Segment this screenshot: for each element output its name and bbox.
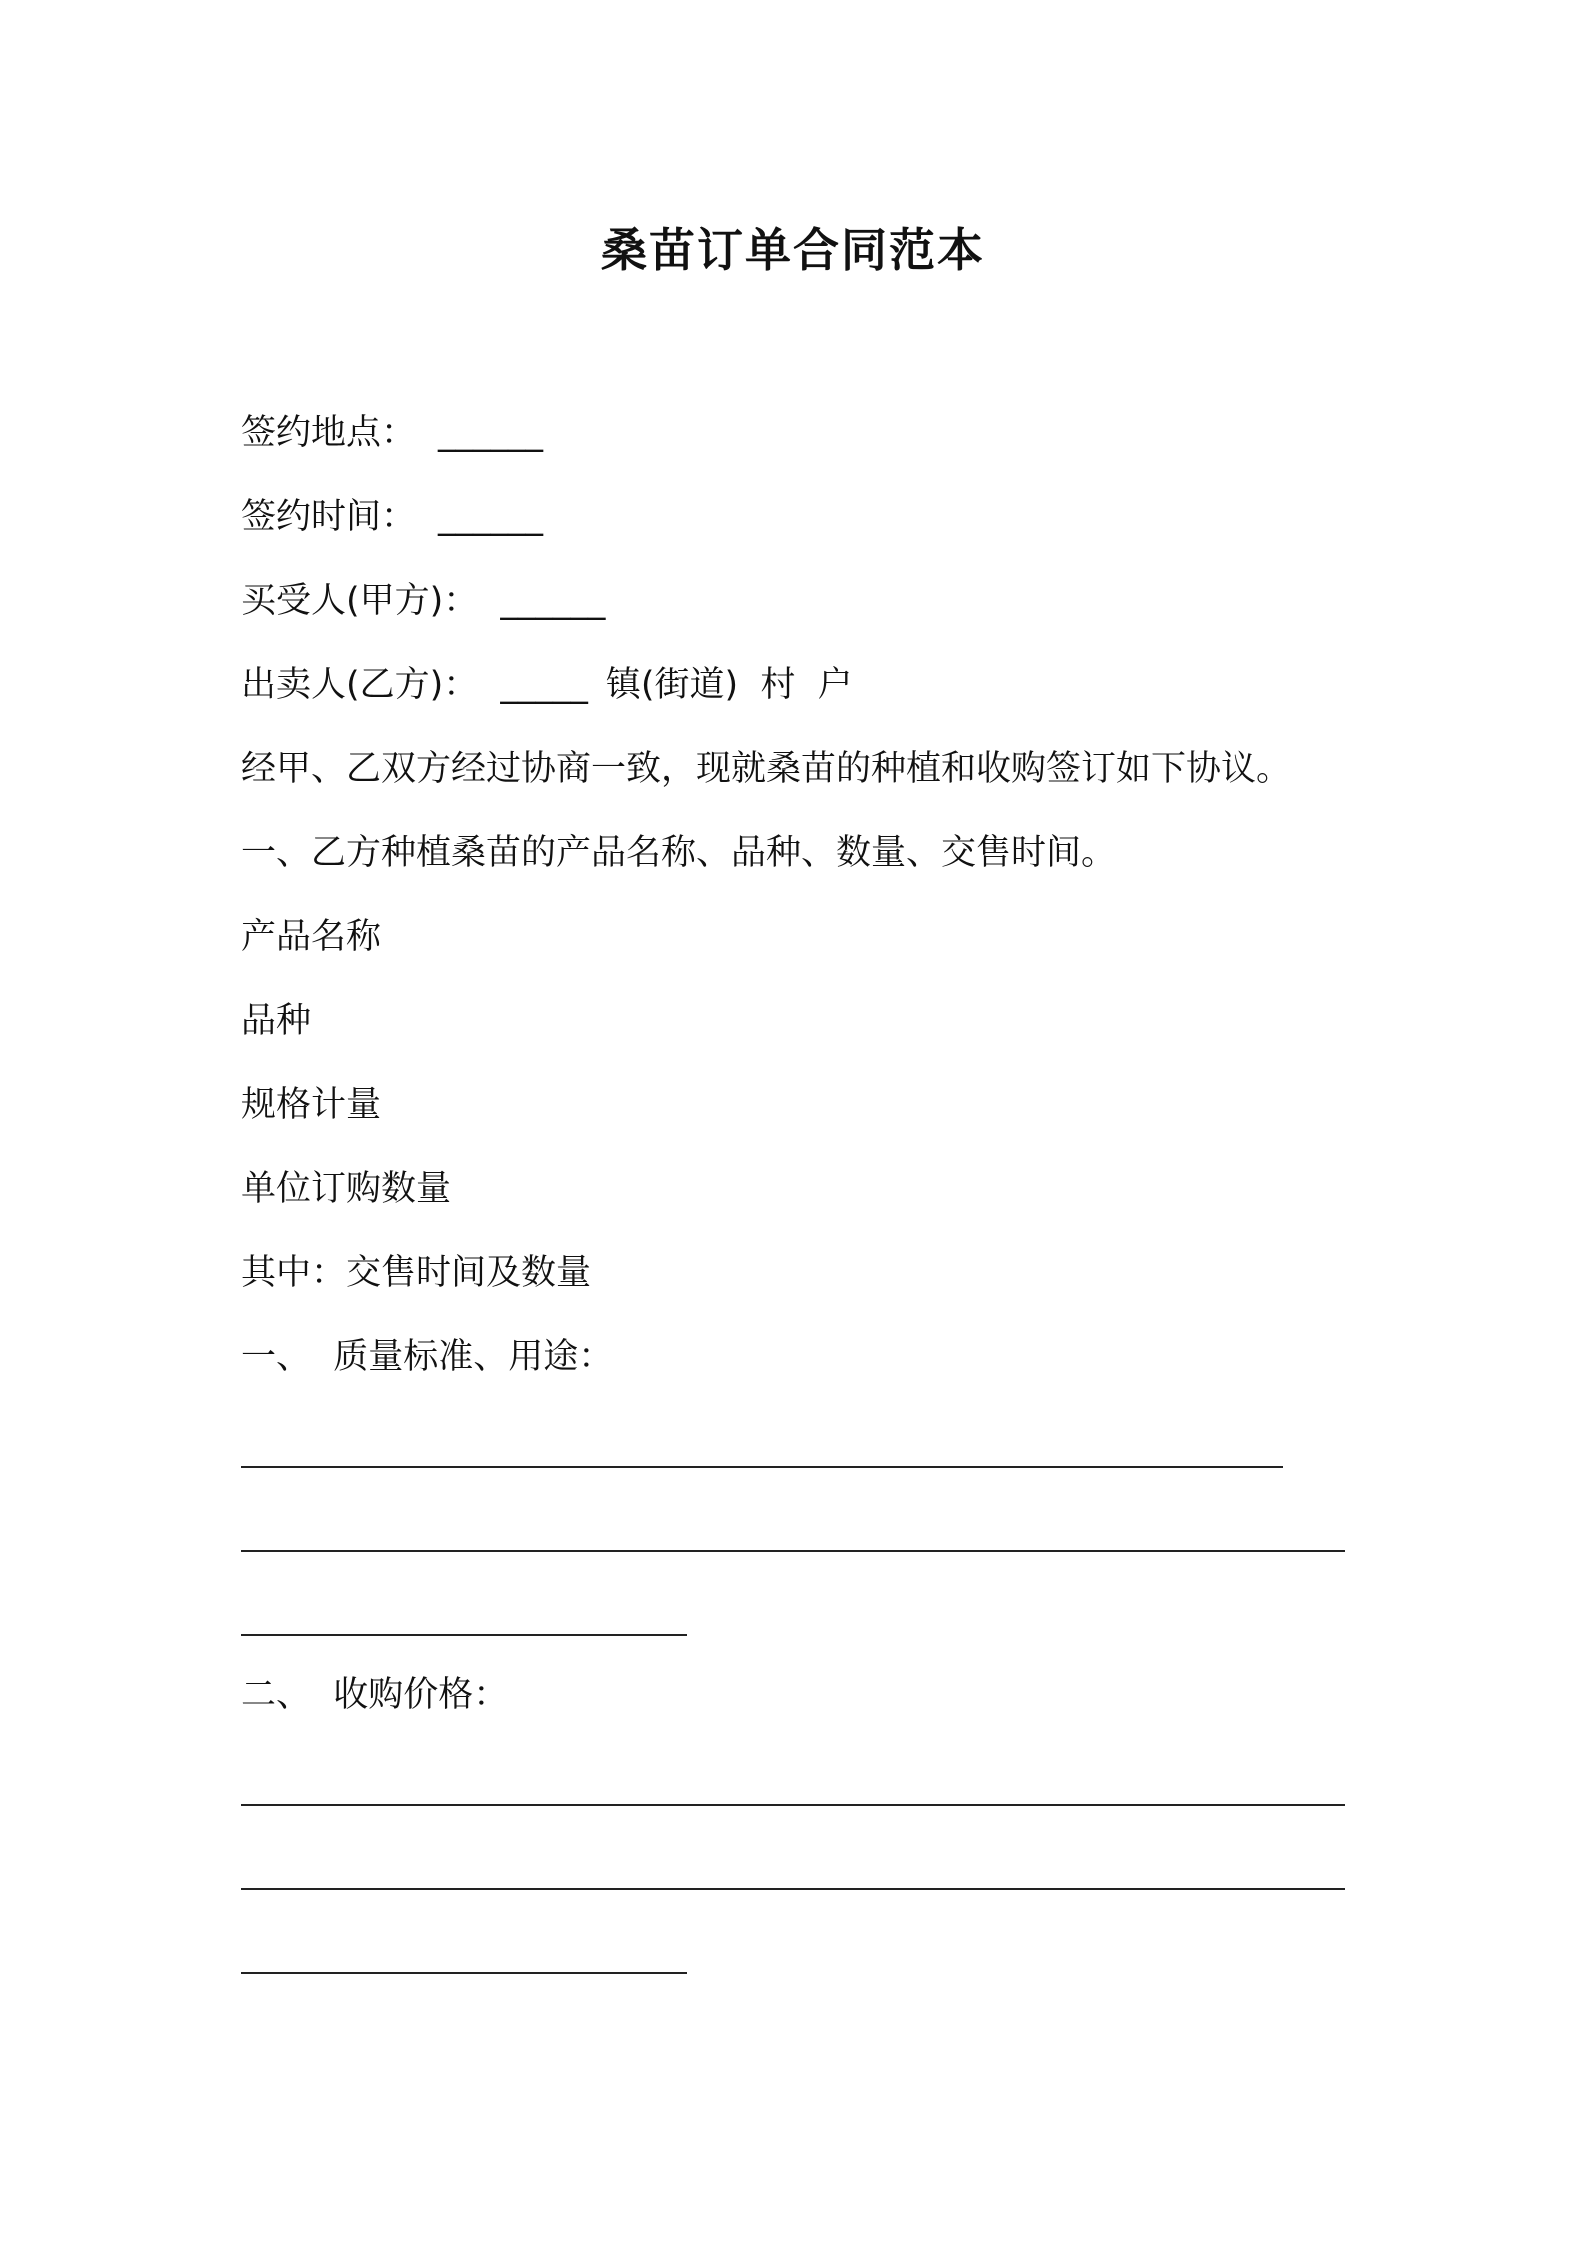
item-product-name: 产品名称 [241,917,382,957]
signing-place-line [241,410,543,456]
document-title: 桑苗订单合同范本 [601,223,985,277]
item-order-quantity: 单位订购数量 [241,1169,452,1209]
price-fill-line-2[interactable] [241,1888,1345,1890]
quality-fill-line-1[interactable] [241,1466,1283,1468]
intro-paragraph: 经甲、乙双方经过协商一致，现就桑苗的种植和收购签订如下协议。 [241,749,1292,789]
buyer-blank[interactable]: ______ [500,581,606,621]
price-fill-line-1[interactable] [241,1804,1345,1806]
seller-blank[interactable]: _____ [500,665,588,705]
item-delivery-time: 其中：交售时间及数量 [241,1253,592,1293]
signing-time-line [241,494,543,540]
seller-line [241,662,853,708]
signing-place-label: 签约地点： [241,413,417,453]
section3-heading: 二、 收购价格： [241,1675,509,1715]
signing-time-blank[interactable]: ______ [438,497,544,537]
price-fill-line-3[interactable] [241,1972,687,1974]
quality-fill-line-2[interactable] [241,1550,1345,1552]
buyer-line [241,578,605,624]
quality-fill-line-3[interactable] [241,1634,687,1636]
section2-heading: 一、 质量标准、用途： [241,1337,614,1377]
signing-time-label: 签约时间： [241,497,417,537]
seller-address-suffix: 镇(街道) 村 户 [605,665,853,705]
buyer-label: 买受人(甲方)： [241,581,479,621]
item-spec-measure: 规格计量 [241,1085,382,1125]
signing-place-blank[interactable]: ______ [438,413,544,453]
seller-label: 出卖人(乙方)： [241,665,479,705]
section1-heading: 一、乙方种植桑苗的产品名称、品种、数量、交售时间。 [241,833,1117,873]
item-variety: 品种 [241,1001,312,1041]
